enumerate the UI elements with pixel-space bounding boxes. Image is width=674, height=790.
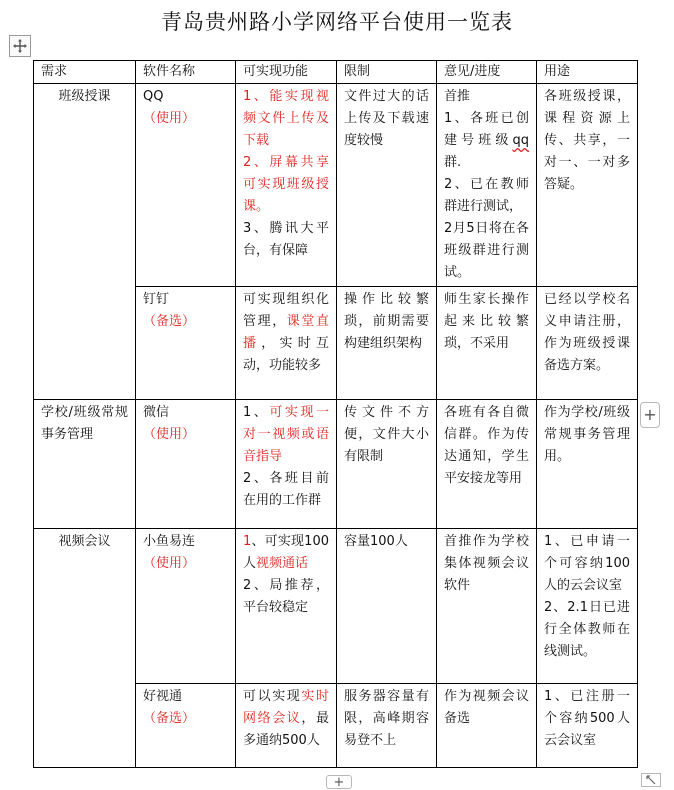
table-row-wechat	[34, 400, 638, 529]
need-label: 班级授课	[58, 89, 111, 104]
app-cell-haoshitong	[136, 684, 236, 768]
header-row	[34, 61, 638, 84]
resize-corner-icon	[645, 775, 657, 785]
use-cell-haoshitong: 1、已注册一个容纳500人云会议室	[537, 684, 638, 768]
limit-cell-wechat: 传文件不方便，文件大小有限制	[337, 400, 437, 529]
func-text: 2、局推荐，平台较稳定	[243, 578, 329, 615]
opinion-text: 2、已在教师群进行测试，	[444, 177, 529, 214]
header-function: 可实现功能	[236, 61, 337, 84]
func-text: 、可实现100人	[243, 534, 329, 571]
opinion-text: 首推	[444, 89, 471, 104]
spellcheck-word: qq	[512, 133, 529, 148]
func-text: ，最多通纳500人	[243, 711, 329, 748]
add-row-button[interactable]: +	[326, 775, 352, 789]
need-cell-class-teaching	[34, 84, 136, 400]
opinion-text: 2月5日将在各班级群进行测试。	[444, 221, 529, 280]
func-text: 视频通话	[256, 556, 309, 571]
use-text: 1、已申请一个可容纳100人的云会议室	[544, 534, 630, 593]
app-name: 小鱼易连	[143, 534, 196, 549]
app-name: 好视通	[143, 689, 183, 704]
move-arrows-icon	[12, 38, 28, 54]
app-cell-xylink	[136, 529, 236, 684]
use-cell-wechat: 作为学校/班级常规事务管理用。	[537, 400, 638, 529]
function-cell-qq	[236, 84, 337, 287]
header-opinion: 意见/进度	[437, 61, 537, 84]
header-use: 用途	[537, 61, 638, 84]
page-title: 青岛贵州路小学网络平台使用一览表	[161, 10, 513, 34]
app-cell-wechat	[136, 400, 236, 529]
func-text: 1	[243, 534, 252, 549]
limit-cell-dingtalk: 操作比较繁琐，前期需要构建组织架构	[337, 287, 437, 400]
func-text: ，实时互动，功能较多	[243, 336, 329, 373]
func-text: 1、	[243, 405, 270, 420]
platform-table	[33, 60, 638, 768]
header-limit: 限制	[337, 61, 437, 84]
table-move-handle[interactable]	[9, 35, 31, 57]
opinion-cell-xylink: 首推作为学校集体视频会议软件	[437, 529, 537, 684]
app-tag: （使用）	[143, 111, 196, 126]
function-cell-dingtalk	[236, 287, 337, 400]
use-cell-qq: 各班级授课，课程资源上传、共享，一对一、一对多答疑。	[537, 84, 638, 287]
limit-cell-xylink: 容量100人	[337, 529, 437, 684]
opinion-text: 1、各班已创建号班级	[444, 111, 529, 148]
opinion-text: 群.	[444, 155, 462, 170]
use-cell-dingtalk: 已经以学校名义申请注册，作为班级授课备选方案。	[537, 287, 638, 400]
opinion-cell-qq	[437, 84, 537, 287]
app-tag: （备选）	[143, 314, 196, 329]
opinion-cell-wechat: 各班有各自微信群。作为传达通知，学生平安接龙等用	[437, 400, 537, 529]
table-row-xylink	[34, 529, 638, 684]
need-cell-affairs: 学校/班级常规事务管理	[34, 400, 136, 529]
function-cell-xylink	[236, 529, 337, 684]
func-text: 2、屏幕共享可实现班级授课。	[243, 155, 329, 214]
header-app: 软件名称	[136, 61, 236, 84]
table-resize-handle[interactable]	[641, 773, 661, 787]
func-text: 3、腾讯大平台，有保障	[243, 221, 329, 258]
function-cell-wechat	[236, 400, 337, 529]
opinion-cell-dingtalk: 师生家长操作起来比较繁琐，不采用	[437, 287, 537, 400]
app-name: 微信	[143, 405, 170, 420]
function-cell-haoshitong	[236, 684, 337, 768]
func-text: 1、	[243, 89, 270, 104]
func-text: 可实现一对一视频或语音指导	[243, 405, 329, 464]
use-text: 2、2.1日已进行全体教师在线测试。	[544, 600, 630, 659]
need-cell-video-meeting	[34, 529, 136, 768]
app-name: 钉钉	[143, 292, 170, 307]
func-text: 2、各班目前在用的工作群	[243, 471, 329, 508]
limit-cell-haoshitong: 服务器容量有限，高峰期容易登不上	[337, 684, 437, 768]
app-tag: （备选）	[143, 711, 196, 726]
limit-cell-qq: 文件过大的话上传及下载速度较慢	[337, 84, 437, 287]
func-text: 可以实现	[243, 689, 302, 704]
add-column-button[interactable]: +	[640, 402, 660, 428]
app-cell-qq	[136, 84, 236, 287]
use-cell-xylink	[537, 529, 638, 684]
app-cell-dingtalk	[136, 287, 236, 400]
need-label: 视频会议	[58, 534, 111, 549]
func-text: 能实现视频文件上传及下载	[243, 89, 329, 148]
func-text: 课堂直播	[243, 314, 329, 351]
opinion-cell-haoshitong: 作为视频会议备选	[437, 684, 537, 768]
header-need: 需求	[34, 61, 136, 84]
func-text: 实时网络会议	[243, 689, 329, 726]
app-tag: （使用）	[143, 427, 196, 442]
app-tag: （使用）	[143, 556, 196, 571]
table-row-qq	[34, 84, 638, 287]
func-text: 可实现组织化管理，	[243, 292, 329, 329]
app-name: QQ	[143, 89, 164, 104]
